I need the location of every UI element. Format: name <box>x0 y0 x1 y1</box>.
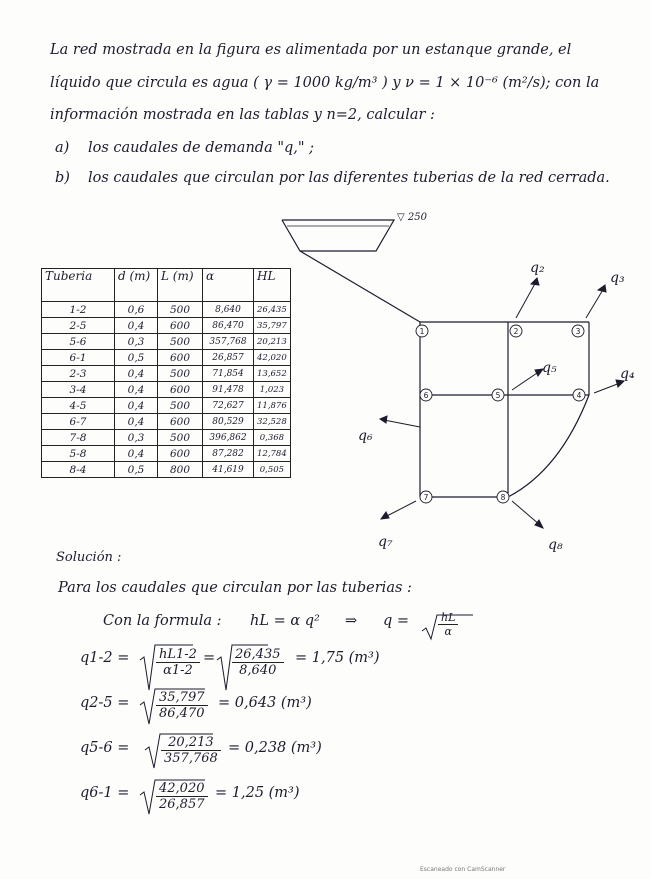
table-cell: 600 <box>158 414 203 430</box>
table-cell: 0,4 <box>115 318 158 334</box>
table-cell: 0,3 <box>115 430 158 446</box>
eq12-lhs: q1-2 = <box>80 650 130 666</box>
eq56-n: 20,213 <box>161 735 221 751</box>
table-cell: 26,435 <box>254 302 291 318</box>
eq12-n1: hL1-2 <box>156 647 200 663</box>
demand-q3: q₃ <box>610 270 625 286</box>
item-b-text: los caudales que circulan por las diferentes tuberias de la red cerrada. <box>88 170 610 186</box>
eq56-frac <box>161 735 221 766</box>
eq61-lhs: q6-1 = <box>80 785 130 801</box>
supply-pipe <box>300 251 420 322</box>
eq12-result: = 1,75 (m³) <box>295 650 380 666</box>
table-cell: 2-3 <box>42 366 115 382</box>
solution-intro: Para los caudales que circulan por las tuberias : <box>58 580 412 596</box>
eq25-frac <box>156 690 208 721</box>
demand-q4: q₄ <box>620 366 635 382</box>
statement-line-3: información mostrada en las tablas y n=2, calcular : <box>50 107 435 123</box>
solution-title: Solución : <box>56 550 122 565</box>
table-cell: 20,213 <box>254 334 291 350</box>
header-alpha: α <box>203 269 254 302</box>
reservoir-shape <box>282 220 394 251</box>
table-cell: 5-6 <box>42 334 115 350</box>
table-cell: 600 <box>158 350 203 366</box>
table-cell: 8-4 <box>42 462 115 478</box>
table-cell: 0,505 <box>254 462 291 478</box>
table-cell: 0,368 <box>254 430 291 446</box>
table-cell: 1-2 <box>42 302 115 318</box>
table-cell: 5-8 <box>42 446 115 462</box>
formula-full <box>0 0 14 1</box>
elevation-label: ▽ 250 <box>397 212 427 223</box>
table-cell: 86,470 <box>203 318 254 334</box>
eq12-d1: α1-2 <box>163 663 193 678</box>
table-cell: 32,528 <box>254 414 291 430</box>
table-cell: 0,4 <box>115 398 158 414</box>
eq25-lhs: q2-5 = <box>80 695 130 711</box>
eq12-frac-1 <box>156 647 200 678</box>
eq25-d: 86,470 <box>159 706 205 721</box>
table-cell: 87,282 <box>203 446 254 462</box>
demand-q7: q₇ <box>378 534 393 550</box>
demand-q2: q₂ <box>530 260 545 276</box>
eq61-frac <box>156 781 208 812</box>
header-tuberia: Tuberia <box>42 269 115 302</box>
table-cell: 2-5 <box>42 318 115 334</box>
node-5-label: 5 <box>495 391 501 400</box>
table-cell: 8,640 <box>203 302 254 318</box>
table-cell: 0,6 <box>115 302 158 318</box>
statement-line-2: líquido que circula es agua ( γ = 1000 kg/m³ ) y ν = 1 × 10⁻⁶ (m²/s); con la <box>50 75 600 91</box>
node-1-label: 1 <box>419 327 425 336</box>
table-cell: 800 <box>158 462 203 478</box>
statement-line-1: La red mostrada en la figura es alimentada por un estanque grande, el <box>50 42 572 58</box>
eq56-result: = 0,238 (m³) <box>228 740 322 756</box>
header-length: L (m) <box>158 269 203 302</box>
table-cell: 500 <box>158 302 203 318</box>
table-cell: 13,652 <box>254 366 291 382</box>
table-cell: 600 <box>158 318 203 334</box>
table-cell: 41,619 <box>203 462 254 478</box>
node-3-label: 3 <box>575 327 581 336</box>
eq12-frac-2 <box>232 647 284 678</box>
table-cell: 0,4 <box>115 414 158 430</box>
table-cell: 71,854 <box>203 366 254 382</box>
table-cell: 0,4 <box>115 446 158 462</box>
table-cell: 357,768 <box>203 334 254 350</box>
table-cell: 0,5 <box>115 462 158 478</box>
pipe-8-4 <box>508 395 589 497</box>
table-cell: 396,862 <box>203 430 254 446</box>
demand-q8: q₈ <box>548 537 563 553</box>
eq12-equals: = <box>203 650 216 666</box>
node-4-label: 4 <box>576 391 582 400</box>
table-cell: 1,023 <box>254 382 291 398</box>
table-cell: 600 <box>158 446 203 462</box>
formula-lhs: hL = α q² <box>250 613 320 629</box>
table-cell: 600 <box>158 382 203 398</box>
table-cell: 0,5 <box>115 350 158 366</box>
table-cell: 6-7 <box>42 414 115 430</box>
node-6-label: 6 <box>423 391 429 400</box>
formula-arrow: ⇒ <box>345 613 358 629</box>
eq12-d2: 8,640 <box>239 663 277 678</box>
scanner-footer: Escaneado con CamScanner <box>420 866 506 873</box>
table-cell: 4-5 <box>42 398 115 414</box>
table-cell: 0,3 <box>115 334 158 350</box>
demand-q6: q₆ <box>358 428 373 444</box>
item-a-text: los caudales de demanda "q," ; <box>88 140 315 156</box>
table-cell: 500 <box>158 430 203 446</box>
table-cell: 35,797 <box>254 318 291 334</box>
eq12-n2: 26,435 <box>232 647 284 663</box>
formula-fraction <box>438 611 458 638</box>
table-cell: 26,857 <box>203 350 254 366</box>
table-cell: 0,4 <box>115 382 158 398</box>
table-cell: 7-8 <box>42 430 115 446</box>
table-cell: 72,627 <box>203 398 254 414</box>
node-7-label: 7 <box>423 493 429 502</box>
table-cell: 11,876 <box>254 398 291 414</box>
table-cell: 12,784 <box>254 446 291 462</box>
table-cell: 80,529 <box>203 414 254 430</box>
formula-lead: Con la formula : <box>103 613 222 629</box>
eq61-result: = 1,25 (m³) <box>215 785 300 801</box>
eq25-result: = 0,643 (m³) <box>218 695 312 711</box>
node-2-label: 2 <box>513 327 519 336</box>
header-diameter: d (m) <box>115 269 158 302</box>
formula-den: α <box>444 625 452 638</box>
header-hl: HL <box>254 269 291 302</box>
node-8-label: 8 <box>500 493 506 502</box>
formula-q: q = <box>383 613 410 629</box>
table-cell: 500 <box>158 398 203 414</box>
eq61-n: 42,020 <box>156 781 208 797</box>
eq25-n: 35,797 <box>156 690 208 706</box>
item-a-letter: a) <box>55 140 70 156</box>
eq56-d: 357,768 <box>164 751 218 766</box>
table-cell: 91,478 <box>203 382 254 398</box>
demand-q5: q₅ <box>542 360 557 376</box>
eq61-d: 26,857 <box>159 797 205 812</box>
table-cell: 3-4 <box>42 382 115 398</box>
table-cell: 0,4 <box>115 366 158 382</box>
table-cell: 6-1 <box>42 350 115 366</box>
formula-num: hL <box>438 611 458 625</box>
table-cell: 42,020 <box>254 350 291 366</box>
eq56-lhs: q5-6 = <box>80 740 130 756</box>
item-b-letter: b) <box>55 170 70 186</box>
table-cell: 500 <box>158 366 203 382</box>
table-cell: 500 <box>158 334 203 350</box>
